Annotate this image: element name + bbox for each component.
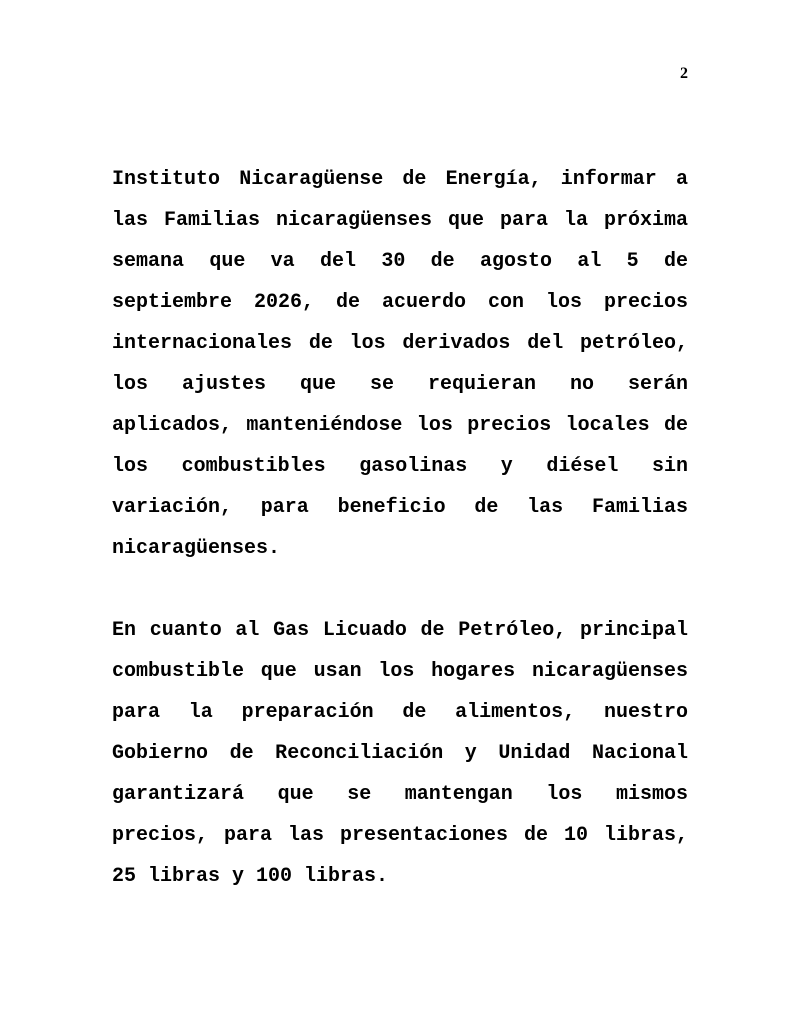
paragraph-fuel-prices: Instituto Nicaragüense de Energía, informar a las Familias nicaragüenses que para la próxima semana que va del 30 de agosto al 5 de septiembre 2026, de acuerdo con los precios internacionales de los derivados del petróleo, los ajustes que se requieran no serán aplicados, manteniéndose los precios locales de los combustibles gasolinas y diésel sin variación, para beneficio de las Familias nicaragüenses. [112,168,688,560]
paragraph-lpg-prices: En cuanto al Gas Licuado de Petróleo, principal combustible que usan los hogares nicaragüenses para la preparación de alimentos, nuestro Gobierno de Reconciliación y Unidad Nacional garantizará que se mantengan los mismos precios, para las presentaciones de 10 libras, 25 libras y 100 libras. [112,619,688,888]
document-body [112,159,688,897]
page-number: 2 [680,65,688,82]
